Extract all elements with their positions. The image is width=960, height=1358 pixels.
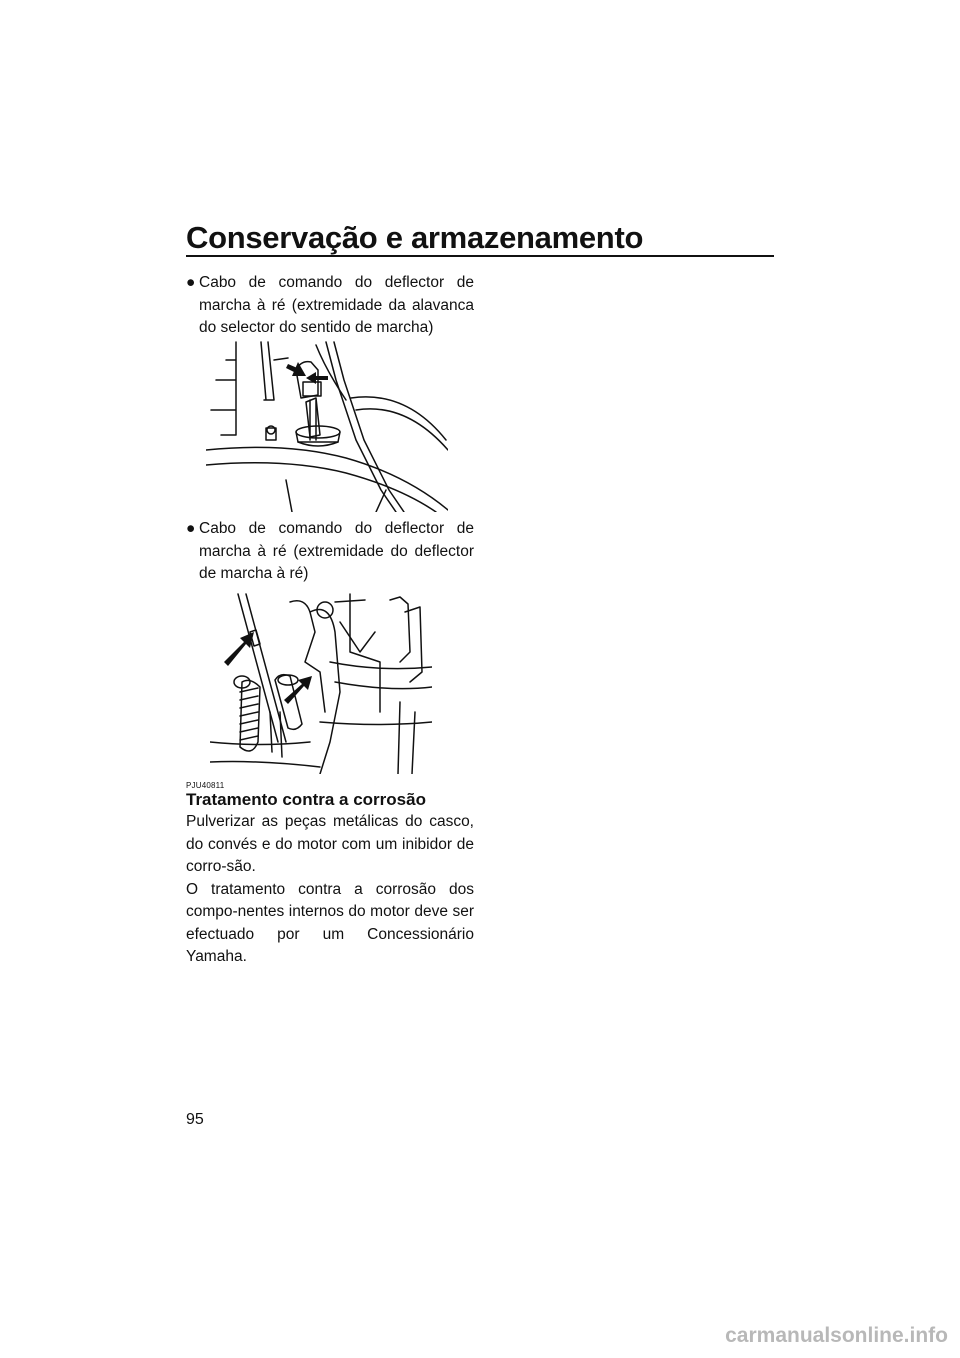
body-paragraph: O tratamento contra a corrosão dos compo-nentes internos do motor deve ser efectuado por um Concessionário Yamaha. bbox=[186, 880, 474, 965]
deflector-end-cable-illustration bbox=[210, 592, 432, 774]
bullet-item-lever-end bbox=[186, 272, 474, 340]
page-title: Conservação e armazenamento bbox=[186, 220, 644, 255]
bullet-symbol: ● bbox=[186, 274, 196, 291]
section-code: PJU40811 bbox=[186, 781, 225, 790]
lever-end-cable-illustration bbox=[206, 340, 448, 512]
bullet-item-deflector-end bbox=[186, 518, 474, 586]
page-number: 95 bbox=[186, 1111, 204, 1128]
footer-watermark: carmanualsonline.info bbox=[725, 1324, 948, 1347]
section-body bbox=[186, 811, 474, 969]
body-paragraph: Pulverizar as peças metálicas do casco, do convés e do motor com um inibidor de corro-são. bbox=[186, 813, 474, 875]
section-heading: Tratamento contra a corrosão bbox=[186, 790, 426, 809]
bullet-symbol: ● bbox=[186, 520, 196, 537]
bullet-text: Cabo de comando do deflector de marcha à ré (extremidade da alavanca do selector do sentido de marcha) bbox=[199, 274, 474, 336]
bullet-text: Cabo de comando do deflector de marcha à ré (extremidade do deflector de marcha à ré) bbox=[199, 520, 474, 582]
title-rule bbox=[186, 255, 774, 257]
